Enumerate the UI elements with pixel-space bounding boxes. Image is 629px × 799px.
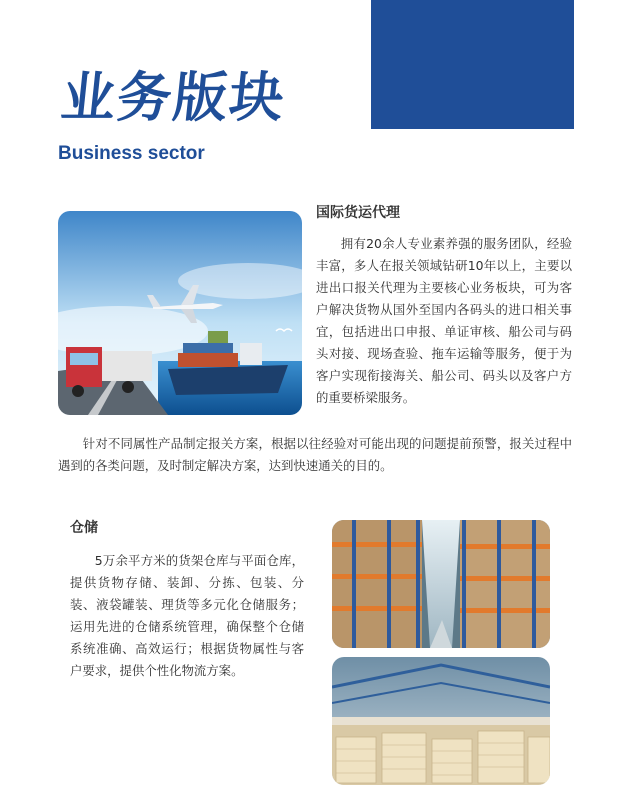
header-accent-block <box>371 0 574 129</box>
freight-paragraph-2: 针对不同属性产品制定报关方案，根据以往经验对可能出现的问题提前预警，报关过程中遇到的各类问题，及时制定解决方案，达到快速通关的目的。 <box>58 436 572 473</box>
freight-paragraph-1: 拥有20余人专业素养强的服务团队，经验丰富，多人在报关领域钻研10年以上，主要以进出口报关代理为主要核心业务板块，可为客户解决货物从国外至国内各码头的进口相关事宜，包括进出口申报、单证审核、船公司与码头对接、现场查验、拖车运输等服务，便于为客户实现衔接海关、船公司、码头以及客户方的重要桥梁服务。 <box>316 236 572 405</box>
page-title: 业务版块 <box>58 66 289 129</box>
warehouse-racks-photo <box>332 520 550 648</box>
warehouse-floor-photo <box>332 657 550 785</box>
logistics-transport-photo <box>58 211 302 415</box>
section-heading-warehouse: 仓储 <box>70 520 98 536</box>
section-heading-freight: 国际货运代理 <box>316 205 400 221</box>
warehouse-paragraph: 5万余平方米的货架仓库与平面仓库，提供货物存储、装卸、分拣、包装、分装、液袋罐装、理货等多元化仓储服务；运用先进的仓储系统管理，确保整个仓储系统准确、高效运行；根据货物属性与客户要求，提供个性化物流方案。 <box>70 553 304 678</box>
page-subtitle: Business sector <box>58 143 205 164</box>
